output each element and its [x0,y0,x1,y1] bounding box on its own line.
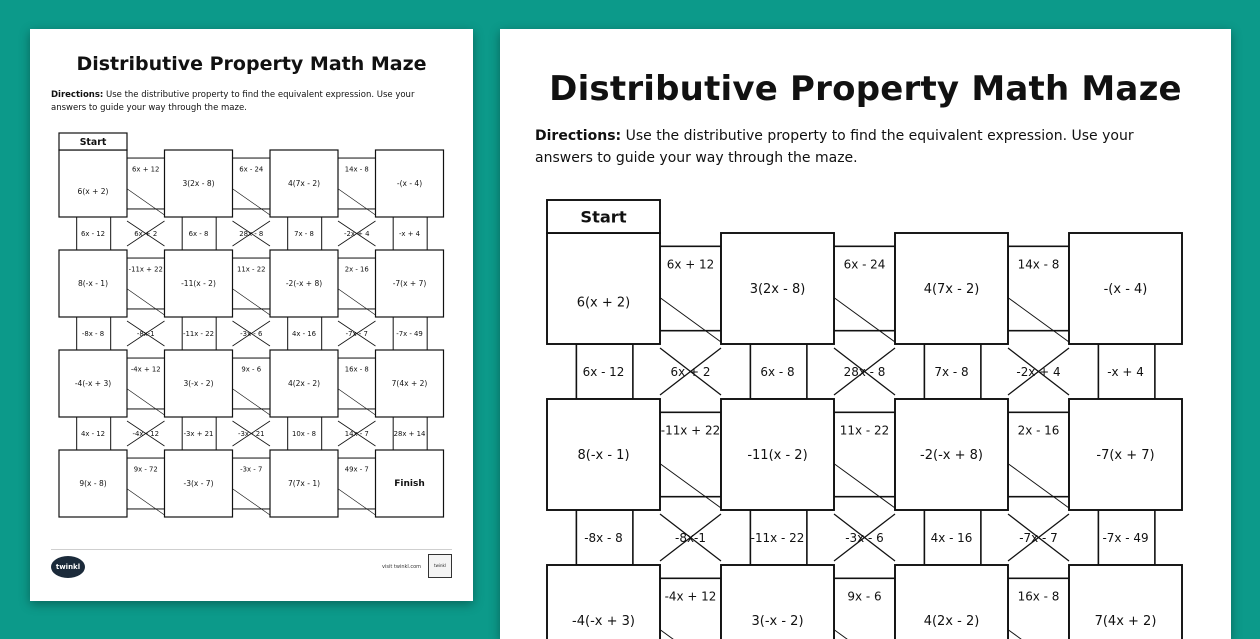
expression-label: 2x - 16 [344,265,369,274]
expression-label: 11x - 22 [839,423,890,438]
cell-expression: -11(x - 2) [747,448,808,464]
math-maze [30,29,473,601]
expression-label: -7x - 7 [1019,531,1058,546]
expression-label: -11x - 22 [183,330,214,339]
cell-expression: -2(-x + 8) [920,448,983,464]
expression-label: 9x - 72 [133,465,158,474]
cell-expression: -11(x - 2) [181,279,216,289]
large-worksheet-page [500,29,1231,639]
expression-label: -11x + 22 [660,423,721,438]
cell-expression: -3(x - 7) [183,479,214,489]
expression-label: -8x-1 [136,330,155,339]
expression-label: -7x - 49 [396,330,423,339]
expression-label: 11x - 22 [237,265,266,274]
expression-label: 6x + 2 [670,365,711,380]
math-maze [500,29,1231,639]
quality-badge: twinkl [428,554,452,578]
expression-label: 16x - 8 [1017,589,1060,604]
directions-body: Use the distributive property to find the equivalent expression. Use your answers to guide your way through the maze. [51,90,415,113]
expression-label: -2x + 4 [344,230,370,239]
expression-label: -3x - 6 [240,330,263,339]
expression-label: 16x - 8 [344,365,369,374]
expression-label: -x + 4 [1107,365,1144,380]
expression-label: -11x + 22 [128,265,163,274]
expression-label: -4x + 12 [664,589,717,604]
expression-label: 6x + 2 [134,230,158,239]
cell-expression: 4(7x - 2) [923,282,980,298]
expression-label: 28x + 14 [393,430,426,439]
expression-label: -4x + 12 [130,365,161,374]
expression-label: -8x-1 [675,531,706,546]
cell-expression: 3(2x - 8) [182,179,215,189]
expression-label: 6x + 12 [132,165,160,174]
expression-label: -8x - 8 [81,330,105,339]
expression-label: 6x - 24 [843,257,886,272]
expression-label: 28x - 8 [843,365,886,380]
expression-label: 14x - 8 [1017,257,1060,272]
expression-label: 6x + 12 [666,257,715,272]
cell-expression: 8(-x - 1) [577,448,630,464]
expression-label: 7x - 8 [934,365,969,380]
small-worksheet-page [30,29,473,601]
cell-expression: -(x - 4) [396,179,423,189]
expression-label: 6x - 12 [582,365,625,380]
expression-label: -3x - 7 [240,465,263,474]
cell-expression: 8(-x - 1) [77,279,109,289]
expression-label: -3x - 21 [237,430,265,439]
expression-label: -3x - 6 [845,531,884,546]
expression-label: -7x - 49 [1102,531,1149,546]
cell-expression: 9(x - 8) [79,479,107,489]
expression-label: -3x + 21 [183,430,214,439]
directions-label: Directions: [51,90,104,100]
directions-body: Use the distributive property to find the equivalent expression. Use your answers to guide your way through the maze. [535,128,1134,167]
expression-label: 9x - 6 [241,365,262,374]
directions-label: Directions: [535,128,622,144]
expression-label: -8x - 8 [584,531,623,546]
footer-divider [51,549,452,550]
start-label: Start [79,136,107,148]
expression-label: 4x - 16 [291,330,317,339]
expression-label: 6x - 24 [239,165,264,174]
expression-label: 9x - 6 [847,589,882,604]
expression-label: 4x - 12 [80,430,106,439]
expression-label: -2x + 4 [1016,365,1061,380]
cell-expression: 6(x + 2) [77,187,109,197]
expression-label: 2x - 16 [1017,423,1060,438]
cell-expression: -7(x + 7) [1096,448,1155,464]
expression-label: 4x - 16 [930,531,973,546]
cell-expression: -(x - 4) [1103,282,1148,298]
expression-label: -7x - 7 [345,330,368,339]
maze-cell [547,233,660,344]
cell-expression: 6(x + 2) [576,295,631,311]
cell-expression: 3(-x - 2) [751,614,804,630]
start-label: Start [580,207,627,227]
cell-expression: -2(-x + 8) [285,279,323,289]
expression-label: -11x - 22 [750,531,805,546]
cell-expression: 7(4x + 2) [391,379,428,389]
cell-expression: 4(7x - 2) [287,179,321,189]
expression-label: 14x - 7 [344,430,369,439]
maze-cell [59,150,127,217]
cell-expression: 7(4x + 2) [1094,614,1157,630]
cell-expression: 7(7x - 1) [287,479,321,489]
page-title: Distributive Property Math Maze [76,53,427,75]
cell-expression: -4(-x + 3) [572,614,635,630]
cell-expression: -4(-x + 3) [74,379,112,389]
expression-label: 6x - 8 [188,230,209,239]
expression-label: 6x - 12 [80,230,106,239]
cell-expression: 3(2x - 8) [749,282,806,298]
expression-label: 10x - 8 [291,430,317,439]
cell-expression: 4(2x - 2) [923,614,980,630]
footer-url: visit twinkl.com [382,564,422,570]
cell-expression: 3(-x - 2) [183,379,214,389]
expression-label: 28x - 8 [239,230,264,239]
cell-expression: -7(x + 7) [392,279,427,289]
expression-label: -x + 4 [398,230,421,239]
expression-label: -4x - 12 [132,430,160,439]
expression-label: 49x - 7 [344,465,369,474]
page-title: Distributive Property Math Maze [549,69,1182,109]
twinkl-logo: twinkl [51,556,85,578]
expression-label: 14x - 8 [344,165,369,174]
expression-label: 6x - 8 [760,365,795,380]
expression-label: 7x - 8 [294,230,314,239]
finish-label: Finish [394,479,425,490]
cell-expression: 4(2x - 2) [287,379,321,389]
